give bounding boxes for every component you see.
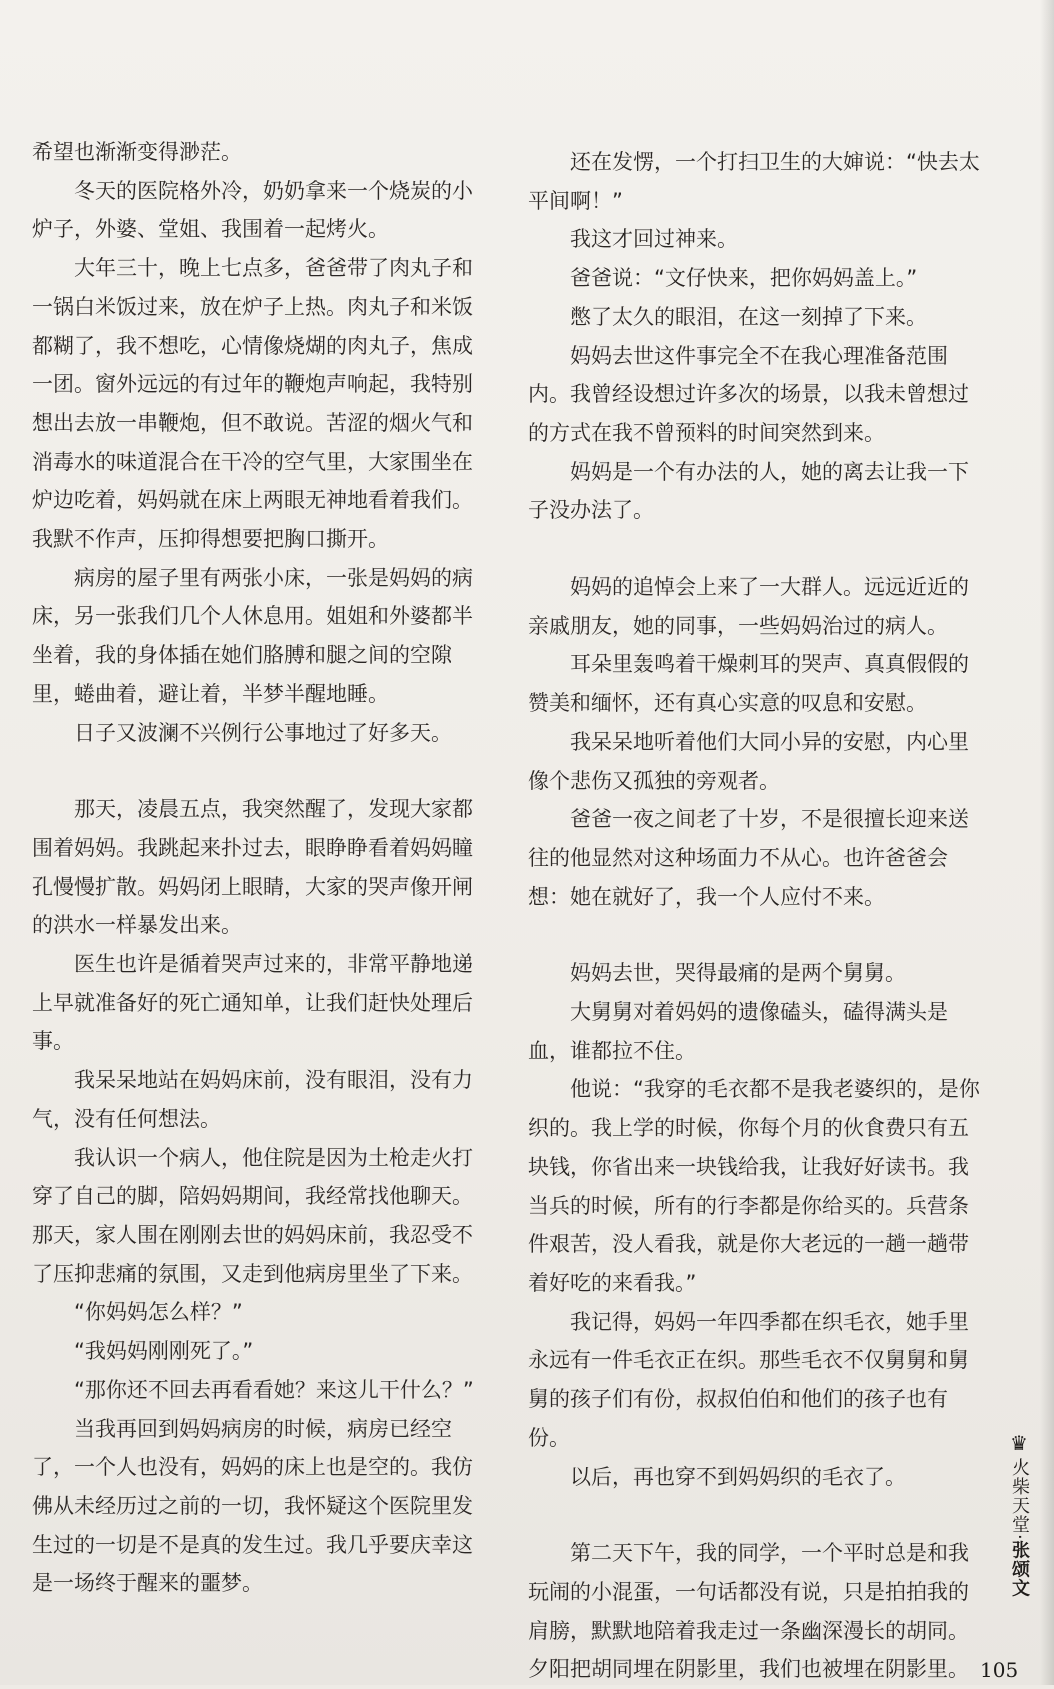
- sidebar-text: [1006, 1458, 1032, 1598]
- crown-icon: ♛: [1010, 1431, 1028, 1455]
- paragraph: 耳朵里轰鸣着干燥刺耳的哭声、真真假假的赞美和缅怀，还有真心实意的叹息和安慰。: [528, 652, 969, 716]
- author-name: 张颂文: [1009, 1540, 1030, 1598]
- paragraph: “那你还不回去再看看她？来这儿干什么？”: [74, 1377, 474, 1402]
- paragraph: 当我再回到妈妈病房的时候，病房已经空了，一个人也没有，妈妈的床上也是空的。我仿佛从未经历过之前的一切，我怀疑这个医院里发生过的一切是不是真的发生过。我几乎要庆幸这是一场终于醒来的噩梦。: [32, 1416, 473, 1596]
- paragraph: 以后，再也穿不到妈妈织的毛衣了。: [570, 1464, 906, 1489]
- paragraph: 还在发愣，一个打扫卫生的大婶说：“快去太平间啊！”: [528, 150, 980, 213]
- section-break: [528, 916, 988, 954]
- paragraph: 日子又波澜不兴例行公事地过了好多天。: [74, 720, 452, 745]
- paragraph: 那天，凌晨五点，我突然醒了，发现大家都围着妈妈。我跳起来扑过去，眼睁睁看着妈妈瞳孔慢慢扩散。妈妈闭上眼睛，大家的哭声像开闸的洪水一样暴发出来。: [32, 797, 473, 938]
- section-break: [32, 752, 482, 790]
- page-number: 105: [980, 1658, 1019, 1682]
- paragraph: 妈妈去世，哭得最痛的是两个舅舅。: [570, 961, 906, 986]
- paragraph: “我妈妈刚刚死了。”: [74, 1339, 254, 1364]
- paragraph: 我认识一个病人，他住院是因为土枪走火打穿了自己的脚，陪妈妈期间，我经常找他聊天。那天，家人围在刚刚去世的妈妈床前，我忍受不了压抑悲痛的氛围，又走到他病房里坐了下来。: [32, 1145, 473, 1286]
- paragraph: 医生也许是循着哭声过来的，非常平静地递上早就准备好的死亡通知单，让我们赶快处理后事。: [32, 952, 473, 1054]
- paragraph: 希望也渐渐变得渺茫。: [32, 140, 242, 164]
- section-break: [528, 1496, 988, 1534]
- paragraph: 病房的屋子里有两张小床，一张是妈妈的病床，另一张我们几个人休息用。姐姐和外婆都半坐着，我的身体插在她们胳膊和腿之间的空隙里，蜷曲着，避让着，半梦半醒地睡。: [32, 565, 473, 706]
- page-edge-shadow: [1040, 0, 1054, 1685]
- paragraph: 大舅舅对着妈妈的遗像磕头，磕得满头是血，谁都拉不住。: [528, 1000, 948, 1063]
- paragraph: 妈妈是一个有办法的人，她的离去让我一下子没办法了。: [528, 459, 969, 523]
- paragraph: 第二天下午，我的同学，一个平时总是和我玩闹的小混蛋，一句话都没有说，只是拍拍我的肩膀，默默地陪着我走过一条幽深漫长的胡同。夕阳把胡同埋在阴影里，我们也被埋在阴影里。: [528, 1541, 969, 1682]
- paragraph: 爸爸说：“文仔快来，把你妈妈盖上。”: [570, 266, 918, 291]
- column-name: 火柴天堂: [1009, 1458, 1030, 1534]
- paragraph: 冬天的医院格外冷，奶奶拿来一个烧炭的小炉子，外婆、堂姐、我围着一起烤火。: [32, 178, 473, 242]
- paragraph: 妈妈去世这件事完全不在我心理准备范围内。我曾经设想过许多次的场景，以我未曾想过的方式在我不曾预料的时间突然到来。: [528, 343, 969, 445]
- paragraph: 憋了太久的眼泪，在这一刻掉了下来。: [570, 304, 927, 329]
- paragraph: 我呆呆地站在妈妈床前，没有眼泪，没有力气，没有任何想法。: [32, 1068, 473, 1131]
- separator-dot: ·: [1009, 1534, 1030, 1541]
- left-text-column: [32, 133, 482, 1603]
- paragraph: 大年三十，晚上七点多，爸爸带了肉丸子和一锅白米饭过来，放在炉子上热。肉丸子和米饭都糊了，我不想吃，心情像烧煳的肉丸子，焦成一团。窗外远远的有过年的鞭炮声响起，我特别想出去放一串鞭炮，但不敢说。苦涩的烟火气和消毒水的味道混合在干冷的空气里，大家围坐在炉边吃着，妈妈就在床上两眼无神地看着我们。我默不作声，压抑得想要把胸口撕开。: [32, 256, 473, 552]
- right-text-column: [528, 143, 988, 1689]
- paragraph: 我记得，妈妈一年四季都在织毛衣，她手里永远有一件毛衣正在织。那些毛衣不仅舅舅和舅舅的孩子们有份，叔叔伯伯和他们的孩子也有份。: [528, 1309, 969, 1450]
- section-break: [528, 530, 988, 568]
- paragraph: 妈妈的追悼会上来了一大群人。远远近近的亲戚朋友，她的同事，一些妈妈治过的病人。: [528, 575, 969, 638]
- paragraph: 他说：“我穿的毛衣都不是我老婆织的，是你织的。我上学的时候，你每个月的伙食费只有五块钱，你省出来一块钱给我，让我好好读书。我当兵的时候，所有的行李都是你给买的。兵营条件艰苦，没人看我，就是你大老远的一趟一趟带着好吃的来看我。”: [528, 1077, 980, 1295]
- paragraph: 我这才回过神来。: [570, 227, 738, 252]
- column-sidebar-label: [1004, 1432, 1034, 1598]
- paragraph: 我呆呆地听着他们大同小异的安慰，内心里像个悲伤又孤独的旁观者。: [528, 729, 969, 793]
- paragraph: “你妈妈怎么样？”: [74, 1300, 243, 1325]
- paragraph: 爸爸一夜之间老了十岁，不是很擅长迎来送往的他显然对这种场面力不从心。也许爸爸会想：她在就好了，我一个人应付不来。: [528, 807, 969, 909]
